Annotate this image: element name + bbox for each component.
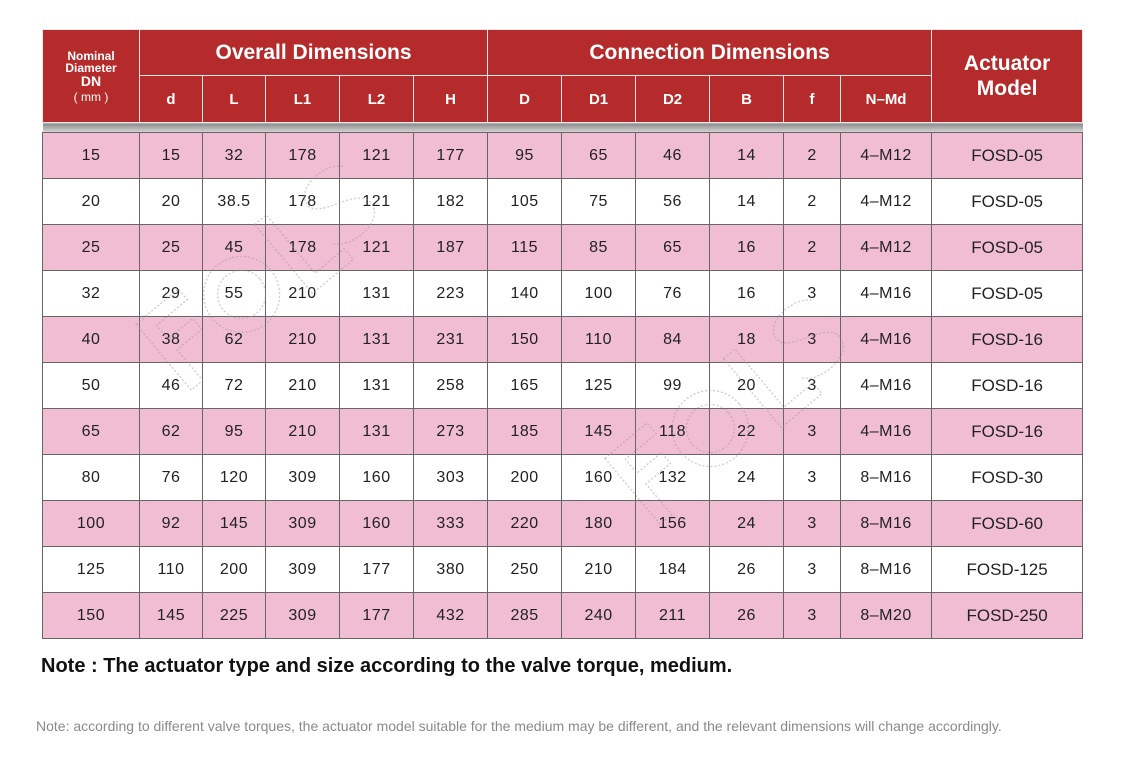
column-header: D1 [562, 76, 636, 123]
dimension-cell: 22 [710, 409, 784, 455]
dimension-cell: 250 [488, 547, 562, 593]
spec-table-container [42, 29, 1082, 639]
dimension-cell: 76 [140, 455, 203, 501]
dimension-cell: 8–M16 [841, 455, 932, 501]
header-divider-band [43, 123, 1083, 133]
dimension-cell: 95 [488, 133, 562, 179]
dimension-cell: 185 [488, 409, 562, 455]
dimension-cell: 3 [784, 409, 841, 455]
actuator-model-cell: FOSD-05 [932, 271, 1083, 317]
dimension-cell: 160 [562, 455, 636, 501]
nominal-diameter-cell: 150 [43, 593, 140, 639]
actuator-model-cell: FOSD-125 [932, 547, 1083, 593]
dimension-footnote: Note: according to different valve torques, the actuator model suitable for the medium may be different, and the relevant dimensions will change accordingly. [36, 718, 1002, 734]
dimension-cell: 20 [140, 179, 203, 225]
dimension-cell: 4–M16 [841, 409, 932, 455]
dimension-cell: 115 [488, 225, 562, 271]
dimension-cell: 200 [488, 455, 562, 501]
dimension-cell: 38 [140, 317, 203, 363]
dimension-cell: 309 [266, 593, 340, 639]
dimension-cell: 18 [710, 317, 784, 363]
dimension-cell: 16 [710, 225, 784, 271]
actuator-model-cell: FOSD-250 [932, 593, 1083, 639]
dimension-cell: 165 [488, 363, 562, 409]
dimension-cell: 65 [636, 225, 710, 271]
nominal-diameter-cell: 20 [43, 179, 140, 225]
dimension-cell: 32 [203, 133, 266, 179]
dimension-cell: 4–M12 [841, 133, 932, 179]
dimension-cell: 160 [340, 501, 414, 547]
dimension-cell: 3 [784, 547, 841, 593]
dimension-cell: 160 [340, 455, 414, 501]
table-row [43, 593, 1083, 639]
dimension-cell: 2 [784, 179, 841, 225]
overall-dimensions-header: Overall Dimensions [140, 30, 488, 76]
dimension-cell: 150 [488, 317, 562, 363]
dimension-cell: 182 [414, 179, 488, 225]
dimension-cell: 309 [266, 547, 340, 593]
dimension-cell: 2 [784, 133, 841, 179]
header-row-groups [43, 30, 1083, 76]
dimension-cell: 62 [140, 409, 203, 455]
column-header: D [488, 76, 562, 123]
dimension-cell: 75 [562, 179, 636, 225]
dimension-cell: 38.5 [203, 179, 266, 225]
column-header: B [710, 76, 784, 123]
dimension-cell: 110 [562, 317, 636, 363]
actuator-model-cell: FOSD-16 [932, 317, 1083, 363]
dimension-cell: 3 [784, 455, 841, 501]
dimension-cell: 273 [414, 409, 488, 455]
dimension-cell: 333 [414, 501, 488, 547]
dimension-cell: 99 [636, 363, 710, 409]
actuator-model-cell: FOSD-16 [932, 363, 1083, 409]
table-row [43, 271, 1083, 317]
dimension-cell: 380 [414, 547, 488, 593]
dimension-cell: 15 [140, 133, 203, 179]
actuator-model-cell: FOSD-05 [932, 179, 1083, 225]
dimension-cell: 26 [710, 547, 784, 593]
nominal-diameter-cell: 40 [43, 317, 140, 363]
nominal-header-unit: ( mm ) [73, 89, 109, 104]
column-header: H [414, 76, 488, 123]
dimension-cell: 210 [266, 271, 340, 317]
actuator-header-line1: Actuator [963, 52, 1051, 75]
dimension-cell: 258 [414, 363, 488, 409]
dimension-cell: 121 [340, 225, 414, 271]
dimension-cell: 118 [636, 409, 710, 455]
header-row-columns [43, 76, 1083, 123]
dimension-cell: 131 [340, 317, 414, 363]
dimension-cell: 178 [266, 225, 340, 271]
divider-band-cell [43, 123, 1083, 133]
dimension-cell: 45 [203, 225, 266, 271]
dimension-cell: 432 [414, 593, 488, 639]
actuator-model-header [932, 30, 1083, 123]
dimension-cell: 8–M16 [841, 547, 932, 593]
actuator-model-cell: FOSD-60 [932, 501, 1083, 547]
actuator-note: Note : The actuator type and size according to the valve torque, medium. [41, 655, 733, 677]
column-header: L [203, 76, 266, 123]
dimension-cell: 4–M12 [841, 179, 932, 225]
dimension-cell: 100 [562, 271, 636, 317]
dimension-cell: 220 [488, 501, 562, 547]
dimension-cell: 46 [636, 133, 710, 179]
table-row [43, 317, 1083, 363]
dimension-cell: 131 [340, 409, 414, 455]
dimension-cell: 309 [266, 455, 340, 501]
dimension-cell: 72 [203, 363, 266, 409]
table-row [43, 455, 1083, 501]
dimension-cell: 3 [784, 317, 841, 363]
dimension-cell: 110 [140, 547, 203, 593]
dimension-cell: 210 [266, 409, 340, 455]
nominal-diameter-cell: 65 [43, 409, 140, 455]
table-body [43, 133, 1083, 639]
table-row [43, 547, 1083, 593]
dimension-cell: 55 [203, 271, 266, 317]
dimension-cell: 14 [710, 133, 784, 179]
dimension-cell: 84 [636, 317, 710, 363]
dimension-cell: 85 [562, 225, 636, 271]
dimension-cell: 3 [784, 363, 841, 409]
dimension-cell: 240 [562, 593, 636, 639]
dimension-cell: 132 [636, 455, 710, 501]
dimension-cell: 177 [340, 547, 414, 593]
actuator-model-cell: FOSD-05 [932, 133, 1083, 179]
nominal-diameter-cell: 25 [43, 225, 140, 271]
nominal-diameter-cell: 80 [43, 455, 140, 501]
table-row [43, 225, 1083, 271]
dimension-cell: 210 [562, 547, 636, 593]
actuator-model-cell: FOSD-05 [932, 225, 1083, 271]
dimension-cell: 156 [636, 501, 710, 547]
dimension-cell: 46 [140, 363, 203, 409]
actuator-model-cell: FOSD-16 [932, 409, 1083, 455]
dimension-cell: 178 [266, 179, 340, 225]
table-row [43, 179, 1083, 225]
connection-dimensions-header: Connection Dimensions [488, 30, 932, 76]
dimension-cell: 145 [562, 409, 636, 455]
dimension-cell: 120 [203, 455, 266, 501]
column-header: f [784, 76, 841, 123]
dimension-cell: 121 [340, 179, 414, 225]
dimension-cell: 29 [140, 271, 203, 317]
nominal-diameter-cell: 32 [43, 271, 140, 317]
dimension-cell: 184 [636, 547, 710, 593]
dimension-cell: 65 [562, 133, 636, 179]
dimension-cell: 24 [710, 455, 784, 501]
actuator-header-line2: Model [976, 77, 1038, 100]
dimension-cell: 4–M16 [841, 271, 932, 317]
dimension-cell: 178 [266, 133, 340, 179]
column-header: L1 [266, 76, 340, 123]
table-row [43, 501, 1083, 547]
dimension-cell: 2 [784, 225, 841, 271]
dimension-cell: 62 [203, 317, 266, 363]
dimension-cell: 25 [140, 225, 203, 271]
nominal-diameter-cell: 125 [43, 547, 140, 593]
dimension-cell: 223 [414, 271, 488, 317]
dimension-cell: 121 [340, 133, 414, 179]
dimension-cell: 20 [710, 363, 784, 409]
dimension-cell: 177 [340, 593, 414, 639]
nominal-diameter-cell: 100 [43, 501, 140, 547]
dimension-cell: 8–M16 [841, 501, 932, 547]
dimension-cell: 14 [710, 179, 784, 225]
dimension-cell: 180 [562, 501, 636, 547]
nominal-header-line2: Diameter [65, 60, 117, 75]
dimension-cell: 76 [636, 271, 710, 317]
dimension-cell: 4–M16 [841, 317, 932, 363]
dimension-cell: 3 [784, 271, 841, 317]
column-header: N–Md [841, 76, 932, 123]
dimension-cell: 285 [488, 593, 562, 639]
dimension-cell: 210 [266, 363, 340, 409]
column-header: D2 [636, 76, 710, 123]
nominal-header-line1: Nominal [67, 48, 115, 63]
dimension-cell: 210 [266, 317, 340, 363]
dimension-cell: 16 [710, 271, 784, 317]
dimension-cell: 3 [784, 593, 841, 639]
nominal-header-line3: DN [80, 72, 102, 89]
dimension-cell: 177 [414, 133, 488, 179]
nominal-diameter-cell: 50 [43, 363, 140, 409]
dimension-cell: 309 [266, 501, 340, 547]
dimension-cell: 24 [710, 501, 784, 547]
nominal-diameter-header [43, 30, 140, 123]
dimension-cell: 145 [140, 593, 203, 639]
dimension-cell: 8–M20 [841, 593, 932, 639]
dimension-cell: 131 [340, 363, 414, 409]
dimension-cell: 4–M16 [841, 363, 932, 409]
dimension-cell: 4–M12 [841, 225, 932, 271]
table-row [43, 363, 1083, 409]
dimension-cell: 187 [414, 225, 488, 271]
dimension-cell: 225 [203, 593, 266, 639]
actuator-model-cell: FOSD-30 [932, 455, 1083, 501]
dimension-cell: 131 [340, 271, 414, 317]
dimension-cell: 92 [140, 501, 203, 547]
dimension-cell: 3 [784, 501, 841, 547]
table-row [43, 409, 1083, 455]
dimension-cell: 105 [488, 179, 562, 225]
dimension-cell: 303 [414, 455, 488, 501]
dimension-cell: 125 [562, 363, 636, 409]
dimension-cell: 56 [636, 179, 710, 225]
dimension-cell: 26 [710, 593, 784, 639]
dimension-cell: 145 [203, 501, 266, 547]
table-row [43, 133, 1083, 179]
column-header: d [140, 76, 203, 123]
dimension-cell: 95 [203, 409, 266, 455]
dimension-cell: 200 [203, 547, 266, 593]
dimension-cell: 140 [488, 271, 562, 317]
nominal-diameter-cell: 15 [43, 133, 140, 179]
dimension-cell: 231 [414, 317, 488, 363]
dimension-table [42, 29, 1083, 639]
dimension-cell: 211 [636, 593, 710, 639]
column-header: L2 [340, 76, 414, 123]
